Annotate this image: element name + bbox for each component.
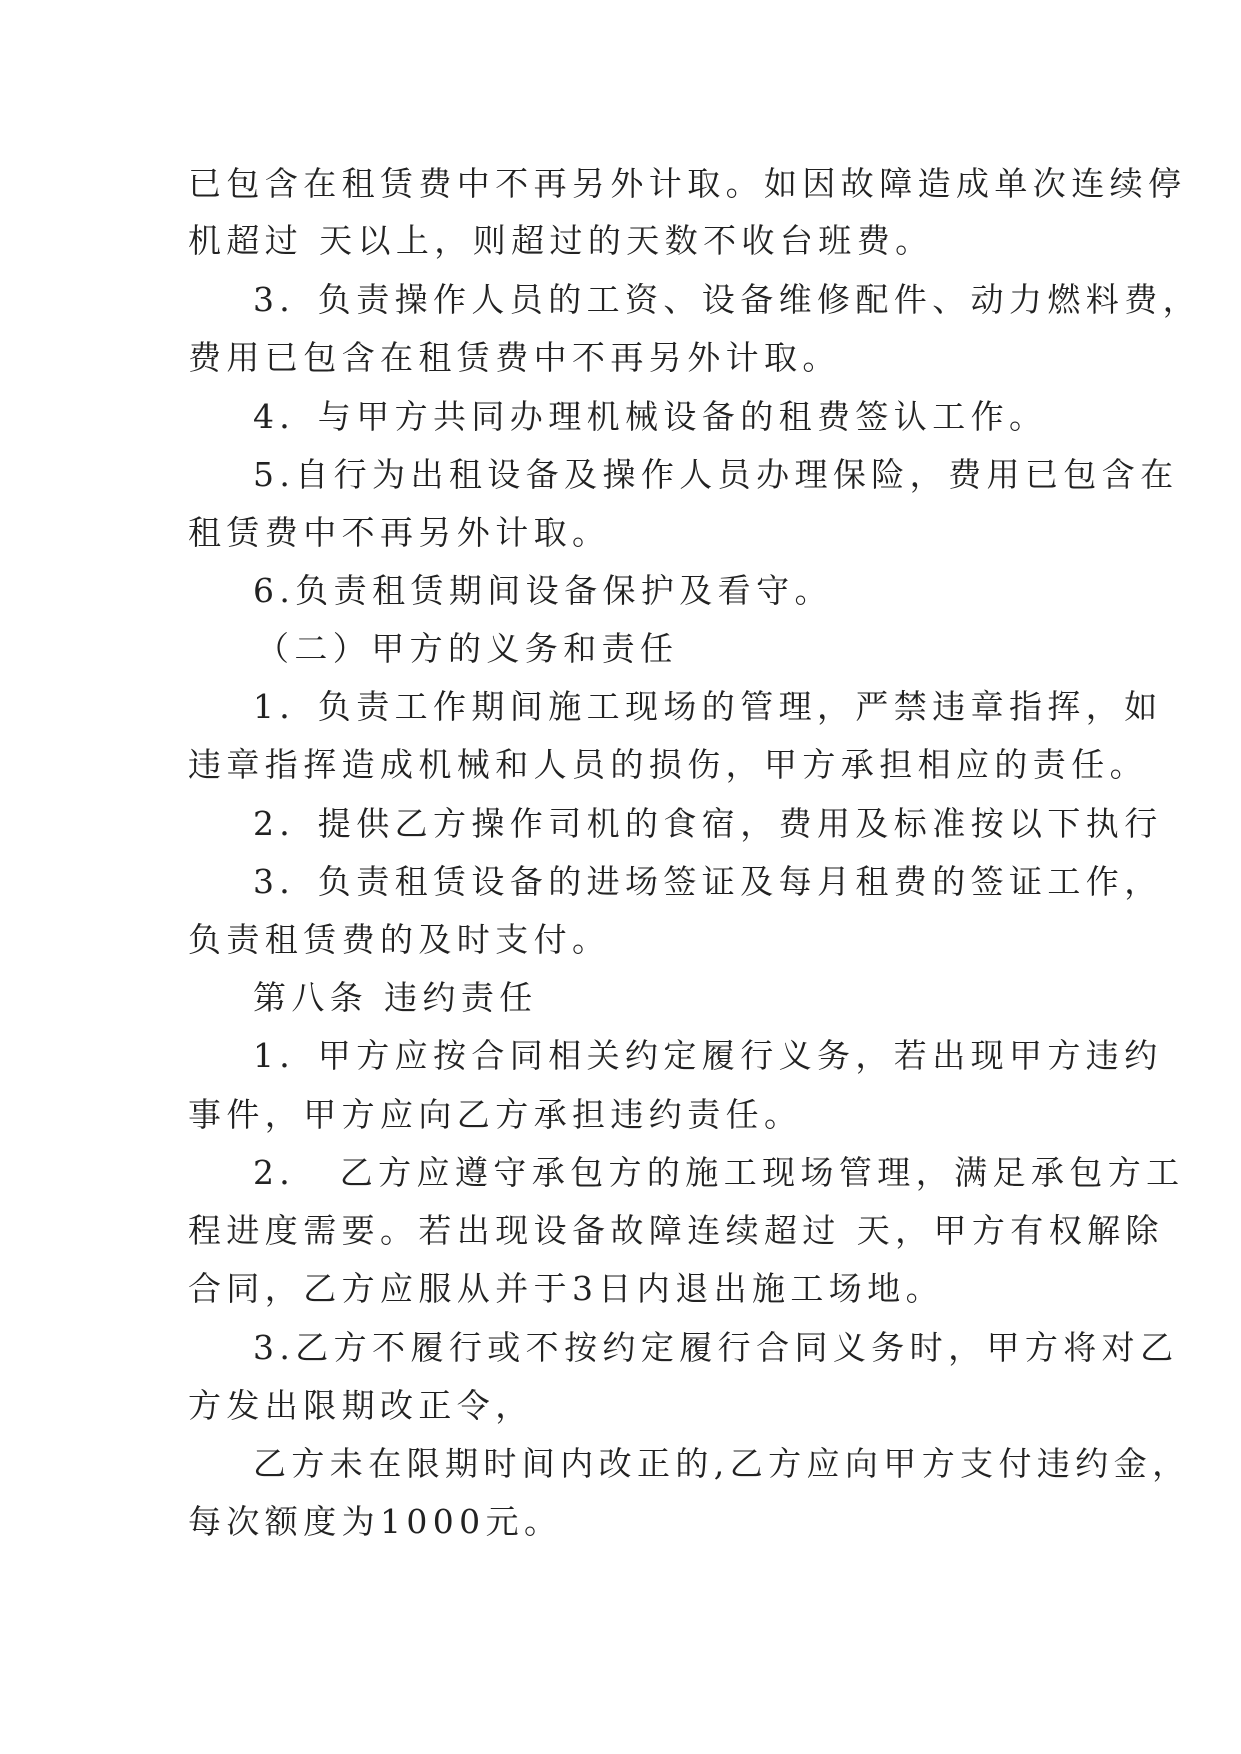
text-line: 费用已包含在租赁费中不再另外计取。 [188,338,841,377]
text-line: 每次额度为1000元。 [188,1502,563,1541]
text-line: 3．负责操作人员的工资、设备维修配件、动力燃料费， [253,280,1201,319]
text-line: 合同，乙方应服从并于3日内退出施工场地。 [188,1269,944,1308]
text-line: 1．负责工作期间施工现场的管理，严禁违章指挥，如 [253,687,1163,726]
text-line: 程进度需要。若出现设备故障连续超过 天，甲方有权解除 [188,1211,1164,1250]
text-line: 3.乙方不履行或不按约定履行合同义务时，甲方将对乙 [253,1328,1179,1367]
article-heading: 第八条 违约责任 [253,978,538,1017]
text-line: 事件，甲方应向乙方承担违约责任。 [188,1095,803,1134]
text-line: 乙方未在限期时间内改正的,乙方应向甲方支付违约金， [253,1444,1191,1483]
text-line: 3．负责租赁设备的进场签证及每月租费的签证工作， [253,862,1163,901]
text-line: 负责租赁费的及时支付。 [188,920,611,959]
text-line: 6.负责租赁期间设备保护及看守。 [253,571,833,610]
text-line: 租赁费中不再另外计取。 [188,513,611,552]
text-line: 方发出限期改正令， [188,1386,534,1425]
text-line: 1．甲方应按合同相关约定履行义务，若出现甲方违约 [253,1036,1163,1075]
text-line: 5.自行为出租设备及操作人员办理保险，费用已包含在 [253,455,1179,494]
text-line: 机超过 天以上，则超过的天数不收台班费。 [188,221,934,260]
text-line: 违章指挥造成机械和人员的损伤，甲方承担相应的责任。 [188,745,1148,784]
text-line: 4．与甲方共同办理机械设备的租费签认工作。 [253,397,1048,436]
text-line: 2． 乙方应遵守承包方的施工现场管理，满足承包方工 [253,1153,1185,1192]
text-line: 2．提供乙方操作司机的食宿，费用及标准按以下执行 [253,804,1163,843]
section-heading: （二）甲方的义务和责任 [256,629,679,668]
text-line: 已包含在租赁费中不再另外计取。如因故障造成单次连续停 [188,164,1187,203]
